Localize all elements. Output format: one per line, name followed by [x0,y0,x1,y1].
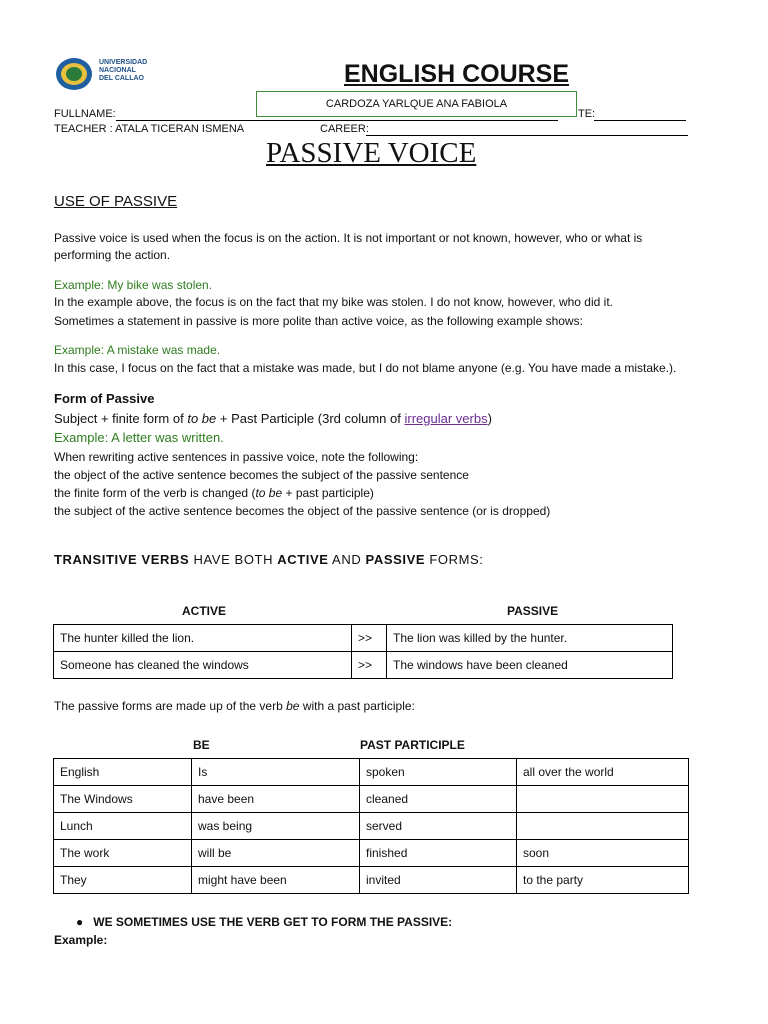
table-cell: The work [54,840,192,867]
fullname-label: FULLNAME: [54,108,116,120]
form-of-passive-heading: Form of Passive [54,391,155,406]
be-column-header: BE [193,738,210,752]
university-logo [54,56,184,92]
student-name: CARDOZA YARLQUE ANA FABIOLA [325,98,508,110]
table-cell: English [54,759,192,786]
table-cell: Someone has cleaned the windows [54,652,352,679]
table-cell: served [360,813,517,840]
document-title: PASSIVE VOICE [266,137,477,169]
table-row [54,867,689,894]
note-text: with a past participle: [299,699,415,713]
fullname-underline [116,120,558,121]
table-cell: finished [360,840,517,867]
logo-text-line: DEL CALLAO [99,75,144,82]
formula-text: ) [487,411,492,426]
active-text: ACTIVE [277,552,329,567]
para1-line2: performing the action. [54,248,171,262]
rule-intro: When rewriting active sentences in passive voice, note the following: [54,450,419,464]
note-text: The passive forms are made up of the verb [54,699,287,713]
get-passive-bullet [76,915,452,929]
example-bike: Example: My bike was stolen. [54,278,213,292]
rule-text: + past participle) [282,486,374,500]
table-row [54,625,673,652]
formula-text: Subject + finite form of [54,411,188,426]
bullet-icon: ● [76,915,84,929]
passive-text: PASSIVE [365,552,426,567]
rule-object: the object of the active sentence becomes the subject of the passive sentence [54,468,469,482]
table-cell: The windows have been cleaned [387,652,673,679]
table-row [54,840,689,867]
passive-forms-note [54,699,415,713]
table-cell: will be [192,840,360,867]
para2-line2: Sometimes a statement in passive is more polite than active voice, as the following example shows: [54,314,583,328]
heading-text: HAVE BOTH [189,552,278,567]
table-cell: >> [352,652,387,679]
table-cell: might have been [192,867,360,894]
example-mistake: Example: A mistake was made. [54,343,221,357]
table-cell: The Windows [54,786,192,813]
table-cell: Is [192,759,360,786]
table-cell: to the party [517,867,689,894]
student-name-box[interactable] [256,91,577,117]
past-participle-column-header: PAST PARTICIPLE [360,738,465,752]
heading-text: AND [328,552,366,567]
rule-subject: the subject of the active sentence becomes the object of the passive sentence (or is dropped) [54,504,551,518]
logo-text-line: NACIONAL [99,67,136,74]
active-passive-table [53,624,673,679]
table-cell: The lion was killed by the hunter. [387,625,673,652]
para1-line1: Passive voice is used when the focus is on the action. It is not important or not known, however, who or what is [54,231,643,245]
rule-finite-form [54,486,374,500]
rule-text: the finite form of the verb is changed ( [54,486,256,500]
transitive-heading [54,552,484,567]
teacher-label: TEACHER : ATALA TICERAN ISMENA [54,123,245,135]
para3: In this case, I focus on the fact that a mistake was made, but I do not blame anyone (e.g. You have made a mistake.). [54,361,677,375]
career-label: CAREER: [320,123,369,135]
table-cell [517,786,689,813]
irregular-verbs-link[interactable]: irregular verbs [404,411,488,426]
table-cell: >> [352,625,387,652]
table-cell: have been [192,786,360,813]
table-cell: soon [517,840,689,867]
date-underline [594,120,686,121]
table-cell: The hunter killed the lion. [54,625,352,652]
active-column-header: ACTIVE [182,604,227,618]
table-cell: cleaned [360,786,517,813]
table-row [54,786,689,813]
table-cell: They [54,867,192,894]
career-underline [366,135,688,136]
table-cell [517,813,689,840]
date-label: TE: [578,108,596,120]
table-cell: Lunch [54,813,192,840]
example-label: Example: [54,933,108,947]
table-row [54,652,673,679]
logo-text-line: UNIVERSIDAD [99,59,148,66]
transitive-verbs-text: TRANSITIVE VERBS [54,552,190,567]
course-title: ENGLISH COURSE [344,60,570,88]
passive-formula [54,411,492,426]
table-row [54,759,689,786]
bullet-text: WE SOMETIMES USE THE VERB GET TO FORM THE PASSIVE: [93,915,453,929]
use-of-passive-heading: USE OF PASSIVE [54,193,178,210]
para2-line1: In the example above, the focus is on the fact that my bike was stolen. I do not know, however, who did it. [54,295,613,309]
table-cell: was being [192,813,360,840]
example-letter: Example: A letter was written. [54,430,224,445]
table-cell: invited [360,867,517,894]
passive-column-header: PASSIVE [507,604,559,618]
rule-tobe: to be [255,486,283,500]
formula-text: + Past Participle (3rd column of [216,411,405,426]
table-row [54,813,689,840]
be-participle-table [53,758,689,894]
university-seal-icon [54,56,94,92]
table-cell: all over the world [517,759,689,786]
table-cell: spoken [360,759,517,786]
heading-text: FORMS: [425,552,484,567]
formula-tobe: to be [187,411,217,426]
note-be: be [286,699,300,713]
